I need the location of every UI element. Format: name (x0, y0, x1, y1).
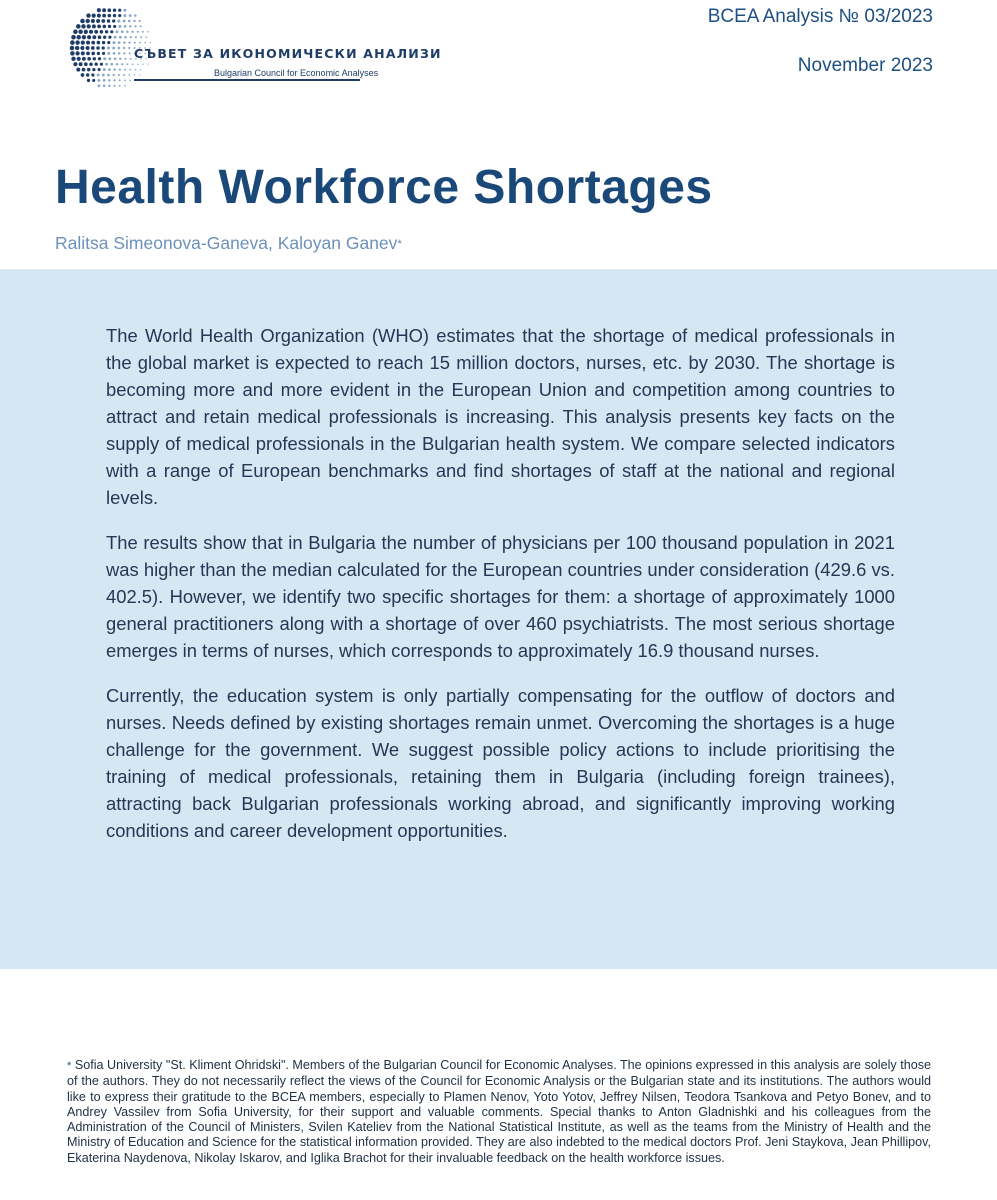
logo-text-block (134, 46, 442, 82)
authors-line (55, 233, 402, 254)
footnote-mark: * (67, 1060, 72, 1072)
authors-names: Ralitsa Simeonova-Ganeva, Kaloyan Ganev (55, 233, 398, 253)
abstract-panel (0, 269, 997, 969)
abstract-paragraph-3: Currently, the education system is only partially compensating for the outflow of doctors and nurses. Needs defined by existing shortages remain unmet. Overcoming the shortages is a huge challenge for the government. We suggest possible policy actions to include prioritising the training of medical professionals, retaining them in Bulgaria (including foreign trainees), attracting back Bulgarian professionals working abroad, and significantly improving working conditions and career development opportunities. (106, 685, 895, 841)
footnote (67, 1058, 931, 1166)
abstract-paragraph-1: The World Health Organization (WHO) estimates that the shortage of medical professionals in the global market is expected to reach 15 million doctors, nurses, etc. by 2030. The shortage is becoming more and more evident in the European Union and competition among countries to attract and retain medical professionals is increasing. This analysis presents key facts on the supply of medical professionals in the Bulgarian health system. We compare selected indicators with a range of European benchmarks and find shortages of staff at the national and regional levels. (106, 325, 895, 508)
bcea-logo (66, 4, 442, 92)
document-title: Health Workforce Shortages (55, 161, 713, 214)
analysis-number: BCEA Analysis № 03/2023 (707, 6, 933, 27)
publication-date: November 2023 (797, 55, 933, 76)
logo-underline (134, 79, 360, 81)
authors-footnote-mark: * (397, 237, 403, 251)
abstract-text (106, 322, 895, 862)
logo-bulgarian-name: СЪВЕТ ЗА ИКОНОМИЧЕСКИ АНАЛИЗИ (134, 46, 442, 61)
abstract-paragraph-2: The results show that in Bulgaria the number of physicians per 100 thousand population in 2021 was higher than the median calculated for the European countries under consideration (429.6 vs. 402.5). However, we identify two specific shortages for them: a shortage of approximately 1000 general practitioners along with a shortage of over 460 psychiatrists. The most serious shortage emerges in terms of nurses, which corresponds to approximately 16.9 thousand nurses. (106, 532, 895, 661)
footnote-text: Sofia University "St. Kliment Ohridski". Members of the Bulgarian Council for Economic Analyses. The opinions expressed in this analysis are solely those of the authors. They do not necessarily reflect the views of the Council for Economic Analysis or the Bulgarian state and its institutions. The authors would like to express their gratitude to the BCEA members, especially to Plamen Nenov, Yoto Yotov, Jeffrey Nilsen, Teodora Tsankova and Petyo Bonev, and to Andrey Vassilev from Sofia University, for their support and valuable comments. Special thanks to Anton Gladnishki and his colleagues from the Administration of the Council of Ministers, Svilen Kateliev from the National Statistical Institute, as well as the teams from the Ministry of Health and the Ministry of Education and Science for the statistical information provided. They are also indebted to the medical doctors Prof. Jeni Staykova, Jean Phillipov, Ekaterina Naydenova, Nikolay Iskarov, and Iglika Brachot for their invaluable feedback on the health workforce issues. (67, 1058, 931, 1165)
logo-english-name: Bulgarian Council for Economic Analyses (214, 68, 379, 78)
